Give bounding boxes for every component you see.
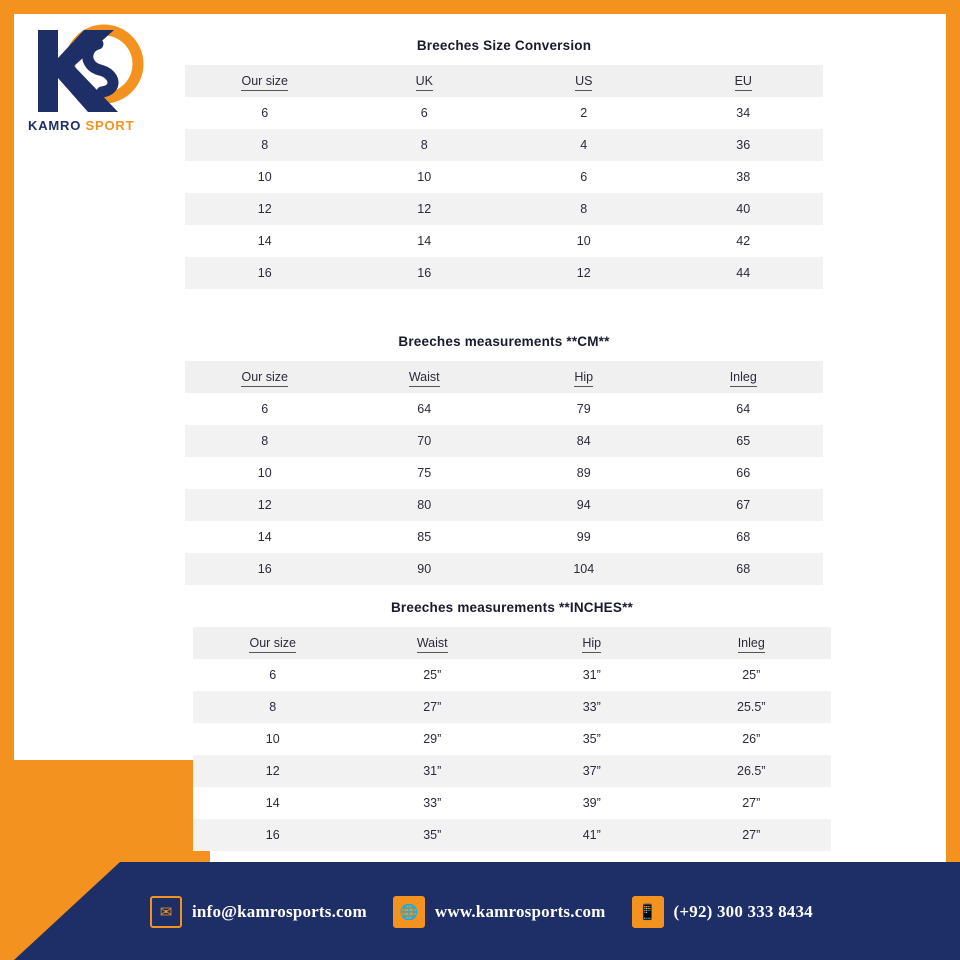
cell-our-size: 14	[185, 225, 345, 257]
column-header-our-size: Our size	[185, 361, 345, 393]
column-header-waist: Waist	[345, 361, 505, 393]
cell-hip: 33”	[512, 691, 672, 723]
table-row	[185, 193, 823, 225]
column-header-us: US	[504, 65, 664, 97]
table-row	[193, 659, 831, 691]
cell-uk: 12	[345, 193, 505, 225]
table-block-size-conversion	[185, 38, 823, 289]
cell-hip: 104	[504, 553, 664, 585]
cell-eu: 42	[664, 225, 824, 257]
cell-us: 6	[504, 161, 664, 193]
table-row	[193, 819, 831, 851]
cell-inleg: 67	[664, 489, 824, 521]
cell-hip: 94	[504, 489, 664, 521]
cell-us: 10	[504, 225, 664, 257]
cell-our-size: 12	[185, 193, 345, 225]
table-row	[185, 225, 823, 257]
measurements-inches-table	[193, 627, 831, 851]
cell-us: 4	[504, 129, 664, 161]
cell-uk: 8	[345, 129, 505, 161]
table-row	[185, 97, 823, 129]
cell-waist: 27”	[353, 691, 513, 723]
table-block-measurements-inches	[193, 600, 831, 851]
cell-inleg: 68	[664, 521, 824, 553]
frame-border-top	[0, 0, 960, 14]
globe-icon: 🌐	[393, 896, 425, 928]
cell-hip: 35”	[512, 723, 672, 755]
cell-uk: 16	[345, 257, 505, 289]
table-row	[193, 691, 831, 723]
cell-waist: 64	[345, 393, 505, 425]
table-header-row	[185, 361, 823, 393]
cell-our-size: 16	[193, 819, 353, 851]
cell-hip: 89	[504, 457, 664, 489]
table-row	[185, 257, 823, 289]
measurements-cm-table	[185, 361, 823, 585]
envelope-icon: ✉	[150, 896, 182, 928]
cell-hip: 39”	[512, 787, 672, 819]
table-row	[193, 723, 831, 755]
cell-waist: 70	[345, 425, 505, 457]
table-row	[185, 553, 823, 585]
table-row	[185, 489, 823, 521]
column-header-hip: Hip	[504, 361, 664, 393]
cell-our-size: 8	[193, 691, 353, 723]
cell-inleg: 27”	[672, 787, 832, 819]
cell-our-size: 8	[185, 129, 345, 161]
cell-waist: 75	[345, 457, 505, 489]
table-row	[193, 787, 831, 819]
column-header-our-size: Our size	[185, 65, 345, 97]
column-header-waist: Waist	[353, 627, 513, 659]
cell-our-size: 10	[185, 161, 345, 193]
cell-our-size: 10	[193, 723, 353, 755]
cell-us: 12	[504, 257, 664, 289]
cell-uk: 10	[345, 161, 505, 193]
table-block-measurements-cm	[185, 334, 823, 585]
kamro-sport-logo	[26, 22, 166, 142]
cell-inleg: 65	[664, 425, 824, 457]
cell-our-size: 12	[193, 755, 353, 787]
cell-inleg: 68	[664, 553, 824, 585]
size-conversion-table	[185, 65, 823, 289]
table-row	[185, 129, 823, 161]
footer-phone[interactable]	[632, 896, 813, 928]
cell-our-size: 16	[185, 553, 345, 585]
cell-hip: 31”	[512, 659, 672, 691]
cell-uk: 14	[345, 225, 505, 257]
table-header-row	[193, 627, 831, 659]
footer-email-label[interactable]: info@kamrosports.com	[192, 902, 367, 921]
table-row	[185, 521, 823, 553]
table-row	[185, 457, 823, 489]
cell-our-size: 10	[185, 457, 345, 489]
cell-inleg: 27”	[672, 819, 832, 851]
cell-us: 2	[504, 97, 664, 129]
footer-email[interactable]	[150, 896, 367, 928]
column-header-eu: EU	[664, 65, 824, 97]
cell-inleg: 66	[664, 457, 824, 489]
cell-eu: 38	[664, 161, 824, 193]
cell-uk: 6	[345, 97, 505, 129]
column-header-inleg: Inleg	[664, 361, 824, 393]
cell-waist: 85	[345, 521, 505, 553]
cell-waist: 25”	[353, 659, 513, 691]
cell-eu: 40	[664, 193, 824, 225]
cell-inleg: 64	[664, 393, 824, 425]
cell-hip: 41”	[512, 819, 672, 851]
cell-eu: 34	[664, 97, 824, 129]
cell-our-size: 6	[185, 97, 345, 129]
column-header-uk: UK	[345, 65, 505, 97]
cell-our-size: 8	[185, 425, 345, 457]
cell-our-size: 16	[185, 257, 345, 289]
cell-our-size: 6	[185, 393, 345, 425]
frame-border-right	[946, 0, 960, 960]
logo-mark-icon	[26, 22, 166, 122]
cell-waist: 33”	[353, 787, 513, 819]
cell-waist: 29”	[353, 723, 513, 755]
cell-waist: 90	[345, 553, 505, 585]
cell-our-size: 6	[193, 659, 353, 691]
cell-our-size: 12	[185, 489, 345, 521]
table-row	[185, 161, 823, 193]
cell-hip: 99	[504, 521, 664, 553]
cell-hip: 37”	[512, 755, 672, 787]
cell-hip: 79	[504, 393, 664, 425]
mobile-phone-icon: 📱	[632, 896, 664, 928]
cell-eu: 36	[664, 129, 824, 161]
logo-wordmark-kamro: KAMRO	[28, 118, 82, 133]
cell-eu: 44	[664, 257, 824, 289]
table-row	[185, 425, 823, 457]
column-header-inleg: Inleg	[672, 627, 832, 659]
logo-wordmark-sport: SPORT	[85, 118, 135, 133]
footer-website[interactable]	[393, 896, 606, 928]
table-row	[185, 393, 823, 425]
column-header-our-size: Our size	[193, 627, 353, 659]
logo-wordmark	[28, 118, 134, 133]
table-header-row	[185, 65, 823, 97]
cell-inleg: 25.5”	[672, 691, 832, 723]
cell-our-size: 14	[193, 787, 353, 819]
table-title-measurements-inches: Breeches measurements **INCHES**	[390, 600, 633, 615]
cell-our-size: 14	[185, 521, 345, 553]
cell-waist: 80	[345, 489, 505, 521]
table-title-size-conversion: Breeches Size Conversion	[416, 38, 592, 53]
footer-phone-label[interactable]: (+92) 300 333 8434	[673, 902, 813, 921]
footer-website-label[interactable]: www.kamrosports.com	[434, 902, 606, 921]
footer-contact-bar	[150, 890, 940, 934]
column-header-hip: Hip	[512, 627, 672, 659]
cell-waist: 31”	[353, 755, 513, 787]
cell-inleg: 26”	[672, 723, 832, 755]
cell-inleg: 26.5”	[672, 755, 832, 787]
cell-us: 8	[504, 193, 664, 225]
table-row	[193, 755, 831, 787]
cell-hip: 84	[504, 425, 664, 457]
cell-waist: 35”	[353, 819, 513, 851]
table-title-measurements-cm: Breeches measurements **CM**	[398, 334, 610, 349]
cell-inleg: 25”	[672, 659, 832, 691]
